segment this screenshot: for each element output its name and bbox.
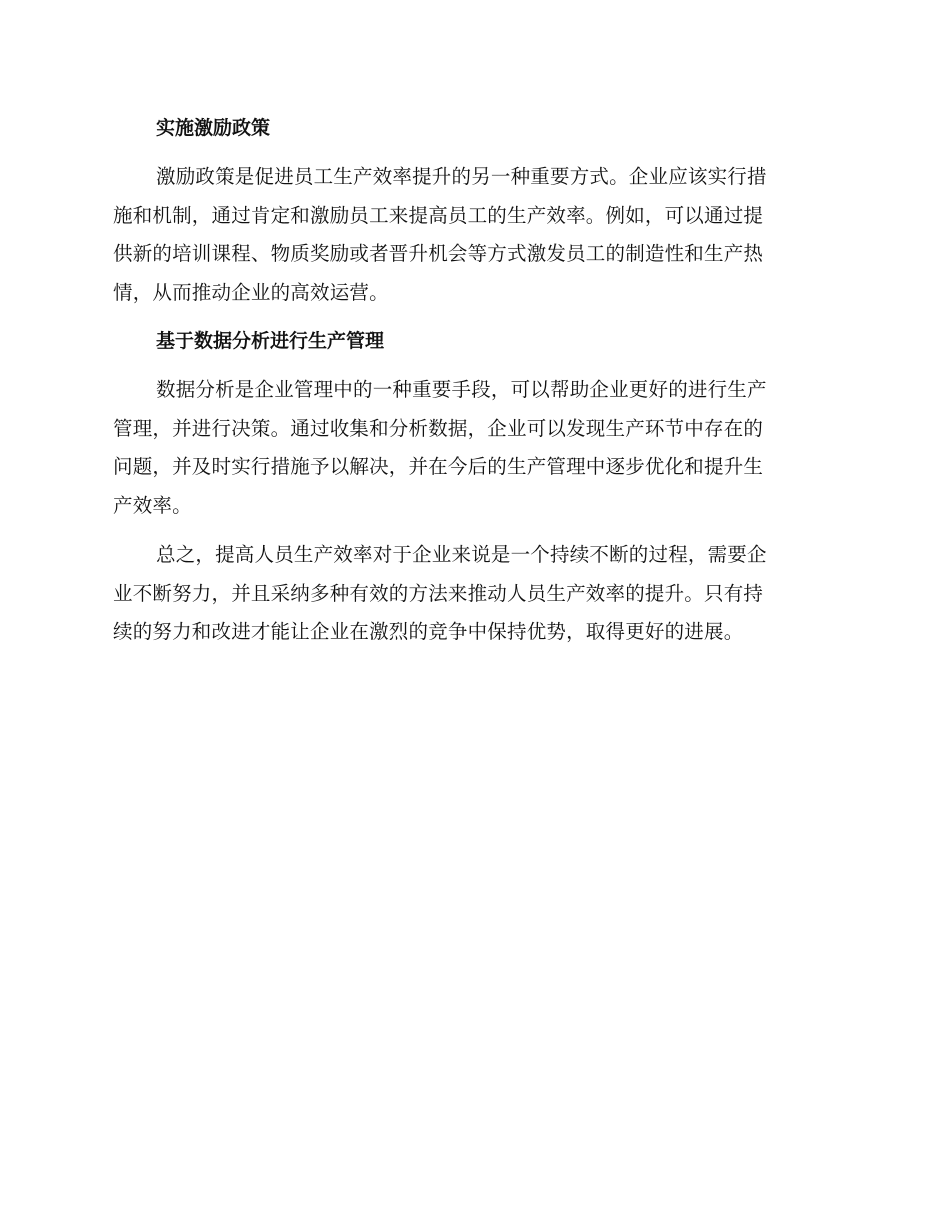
paragraph-line: 总之，提高人员生产效率对于企业来说是一个持续不断的过程，需要企 [156,543,767,566]
paragraph-line: 管理，并进行决策。通过收集和分析数据，企业可以发现生产环节中存在的 [113,416,764,440]
paragraph-conclusion [113,536,833,652]
paragraph-line: 激励政策是促进员工生产效率提升的另一种重要方式。企业应该实行措 [156,165,767,188]
paragraph-line: 续的努力和改进才能让企业在激烈的竞争中保持优势，取得更好的进展。 [113,620,744,643]
paragraph-line: 供新的培训课程、物质奖励或者晋升机会等方式激发员工的制造性和生产热 [113,242,764,265]
paragraph-line: 产效率。 [113,493,192,517]
section-heading-data-analysis: 基于数据分析进行生产管理 [156,330,385,352]
paragraph-line: 数据分析是企业管理中的一种重要手段，可以帮助企业更好的进行生产 [156,378,767,401]
paragraph-data-analysis [113,371,833,525]
paragraph-line: 业不断努力，并且采纳多种有效的方法来推动人员生产效率的提升。只有持 [113,581,764,605]
paragraph-line: 问题，并及时实行措施予以解决，并在今后的生产管理中逐步优化和提升生 [113,455,764,478]
paragraph-line: 施和机制，通过肯定和激励员工来提高员工的生产效率。例如，可以通过提 [113,203,764,227]
document-body [113,110,833,663]
paragraph-incentive-policy [113,158,833,312]
section-heading-incentive-policy: 实施激励政策 [156,117,271,139]
paragraph-line: 情，从而推动企业的高效运营。 [113,280,389,304]
